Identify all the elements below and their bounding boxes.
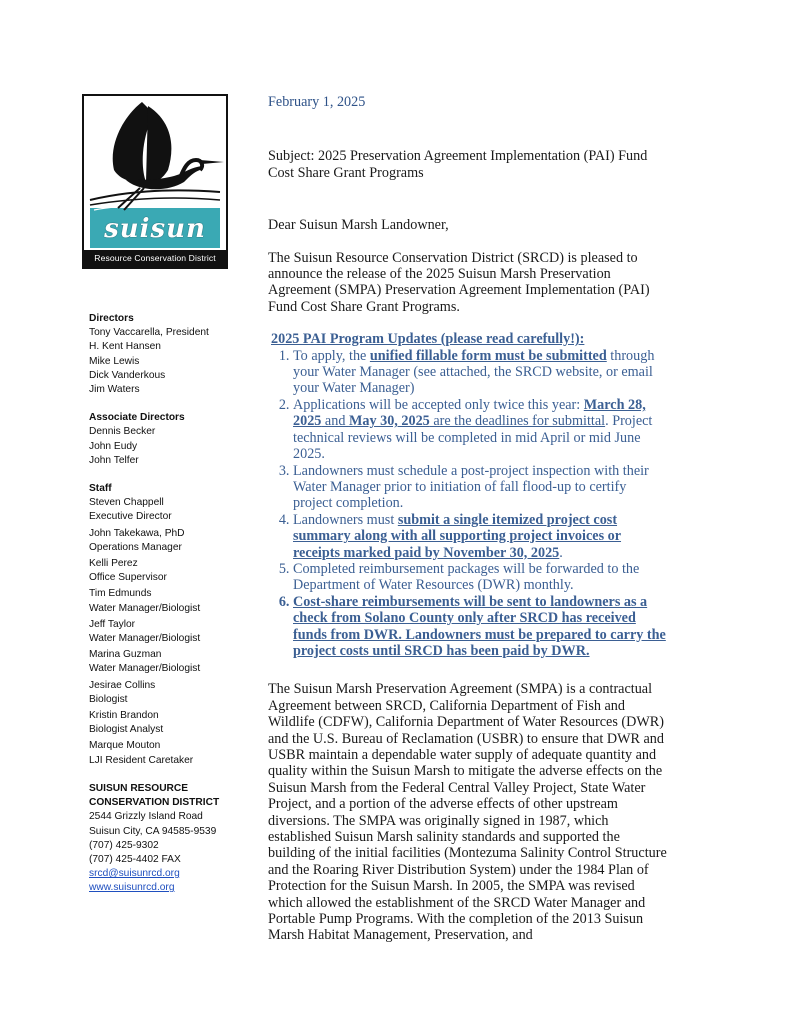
associate-director-name: John Telfer — [89, 454, 139, 466]
director-name: H. Kent Hansen — [89, 341, 161, 353]
staff-entry — [89, 648, 239, 676]
staff-name: Kristin Brandon — [89, 710, 159, 722]
staff-name: John Takekawa, PhD — [89, 527, 185, 539]
letter-salutation: Dear Suisun Marsh Landowner, — [268, 217, 449, 234]
staff-entry — [89, 587, 239, 615]
director-name: Dick Vanderkous — [89, 369, 166, 381]
logo-wordmark: suisun — [104, 214, 206, 244]
staff-title: Executive Director — [89, 511, 172, 523]
org-name: CONSERVATION DISTRICT — [89, 797, 220, 809]
letter-subject: Subject: 2025 Preservation Agreement Implementation (PAI) Fund Cost Share Grant Programs — [268, 148, 648, 181]
logo-caption: Resource Conservation District — [84, 250, 226, 267]
staff-name: Kelli Perez — [89, 558, 138, 570]
org-email-link[interactable]: srcd@suisunrcd.org — [89, 868, 180, 880]
associate-directors-section — [89, 411, 239, 468]
org-website-link[interactable]: www.suisunrcd.org — [89, 882, 175, 894]
staff-entry — [89, 679, 239, 707]
director-name: Jim Waters — [89, 384, 140, 396]
staff-title: Biologist Analyst — [89, 724, 164, 736]
director-name: Mike Lewis — [89, 355, 140, 367]
update-item: 4. Landowners must submit a single itemized project cost summary along with all supporting project invoices or receipts marked paid by November 30, 2025. — [293, 512, 668, 561]
letter-body — [268, 94, 668, 960]
staff-entry — [89, 739, 239, 767]
update-item: 3. Landowners must schedule a post-project inspection with their Water Manager prior to initiation of fall flood-up to certify project completion. — [293, 463, 668, 512]
srcd-logo — [82, 94, 228, 269]
associate-director-name: John Eudy — [89, 440, 138, 452]
update-item: 1. To apply, the unified fillable form must be submitted through your Water Manager (see attached, the SRCD website, or email your Water Manager) — [293, 348, 668, 397]
program-updates — [268, 331, 668, 659]
sidebar — [89, 312, 239, 910]
directors-heading: Directors — [89, 313, 134, 324]
staff-name: Steven Chappell — [89, 497, 164, 509]
associate-directors-heading: Associate Directors — [89, 412, 185, 424]
smpa-paragraph: The Suisun Marsh Preservation Agreement (SMPA) is a contractual Agreement between SRCD, California Department of Fish and Wildlife (CDFW), California Department of Water Resources (DWR) and the U.S. Bureau of Reclamation (USBR) to ensure that DWR and USBR maintain a dependable water supply of adequate quantity and quality within the Suisun Marsh to mitigate the adverse effects on the Suisun Marsh from the Federal Central Valley Project, State Water Project, and a portion of the adverse effects of other upstream diversions. The SMPA was originally signed in 1987, which established Suisun Marsh salinity standards and supported the building of the initial facilities (Montezuma Salinity Control Structure and the Roaring River Distribution System) under the 1984 Plan of Protection for the Suisun Marsh. In 2005, the SMPA was revised which allowed the establishment of the SRCD Water Manager and Portable Pump Programs. With the completion of the 2013 Suisun Marsh Habitat Management, Preservation, and — [268, 681, 667, 944]
staff-section — [89, 482, 239, 768]
director-name: Tony Vaccarella, President — [89, 327, 209, 339]
update-item: 6. Cost-share reimbursements will be sent to landowners as a check from Solano County only after SRCD has received funds from DWR. Landowners must be prepared to carry the project costs until SRCD has been paid by DWR. — [293, 594, 668, 660]
staff-title: Water Manager/Biologist — [89, 663, 201, 675]
org-address: 2544 Grizzly Island Road — [89, 811, 203, 823]
staff-entry — [89, 557, 239, 585]
staff-name: Tim Edmunds — [89, 588, 152, 600]
updates-list — [271, 348, 668, 660]
org-phone: (707) 425-9302 — [89, 839, 159, 851]
staff-heading: Staff — [89, 483, 112, 495]
intro-paragraph: The Suisun Resource Conservation District (SRCD) is pleased to announce the release of the 2025 Suisun Marsh Preservation Agreement (SMPA) Preservation Agreement Implementation (PAI) Fund Cost Share Grant Programs. — [268, 249, 650, 315]
staff-entry — [89, 709, 239, 737]
update-item: 2. Applications will be accepted only twice this year: March 28, 2025 and May 30, 2025 are the deadlines for submittal. Project technical reviews will be completed in mid April or mid June 2025. — [293, 397, 668, 463]
associate-director-name: Dennis Becker — [89, 426, 156, 438]
org-name: SUISUN RESOURCE — [89, 782, 189, 794]
staff-name: Marque Mouton — [89, 740, 161, 752]
org-address: Suisun City, CA 94585-9539 — [89, 825, 217, 837]
staff-name: Jeff Taylor — [89, 618, 136, 630]
staff-title: LJI Resident Caretaker — [89, 754, 194, 766]
directors-section — [89, 312, 239, 397]
staff-title: Biologist — [89, 693, 128, 705]
updates-title: 2025 PAI Program Updates (please read carefully!): — [271, 331, 585, 348]
staff-name: Marina Guzman — [89, 649, 162, 661]
update-item: 5. Completed reimbursement packages will be forwarded to the Department of Water Resources (DWR) monthly. — [293, 561, 668, 594]
org-contact-section — [89, 782, 239, 896]
staff-title: Office Supervisor — [89, 572, 167, 584]
staff-entry — [89, 618, 239, 646]
staff-entry — [89, 496, 239, 524]
letter-date: February 1, 2025 — [268, 94, 366, 110]
staff-title: Operations Manager — [89, 541, 182, 553]
staff-title: Water Manager/Biologist — [89, 633, 201, 645]
staff-entry — [89, 527, 239, 555]
staff-title: Water Manager/Biologist — [89, 602, 201, 614]
staff-name: Jesirae Collins — [89, 679, 156, 691]
org-fax: (707) 425-4402 FAX — [89, 853, 181, 865]
